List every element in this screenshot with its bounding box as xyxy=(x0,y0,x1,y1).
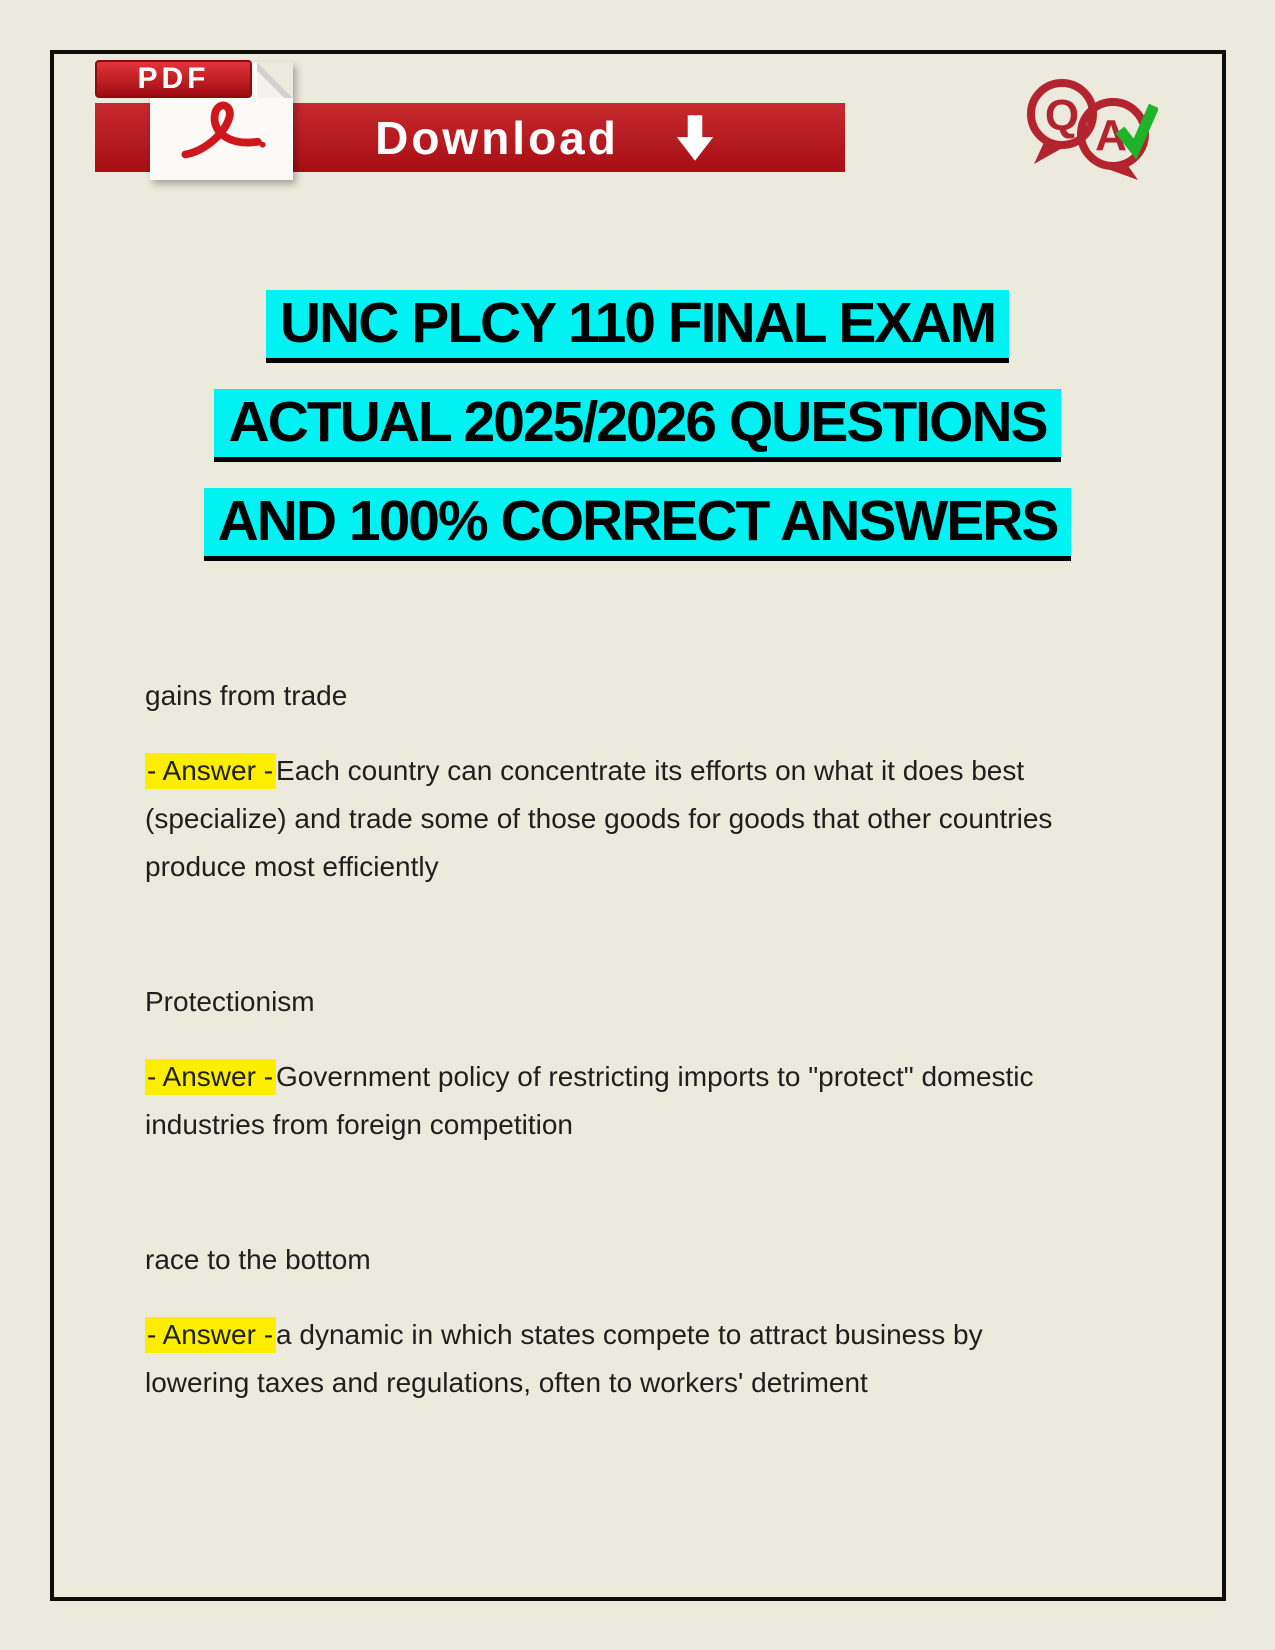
acrobat-ribbon-icon xyxy=(172,86,277,174)
qa-answer xyxy=(145,1053,1090,1149)
pdf-label-tab xyxy=(95,60,252,98)
qa-logo-a-letter: A xyxy=(1095,111,1127,160)
title-line-3 xyxy=(0,488,1275,561)
pdf-label: PDF xyxy=(137,62,210,95)
title-line-2-text: ACTUAL 2025/2026 QUESTIONS xyxy=(214,389,1060,462)
title-line-3-text: AND 100% CORRECT ANSWERS xyxy=(204,488,1072,561)
download-arrow-icon xyxy=(675,113,715,163)
answer-label: - Answer - xyxy=(145,1317,276,1353)
qa-logo-q-letter: Q xyxy=(1044,91,1080,140)
answer-label: - Answer - xyxy=(145,1059,276,1095)
qa-answer xyxy=(145,1311,1090,1407)
document-title xyxy=(0,290,1275,587)
answer-text: a dynamic in which states compete to attract business by lowering taxes and regulations, often to workers' detriment xyxy=(145,1319,983,1398)
qa-term: gains from trade xyxy=(145,680,348,711)
title-line-1-text: UNC PLCY 110 FINAL EXAM xyxy=(266,290,1009,363)
qa-content xyxy=(145,672,1090,1407)
download-button-label: Download xyxy=(375,111,619,164)
qa-item xyxy=(145,978,1090,1149)
qa-term: Protectionism xyxy=(145,986,315,1017)
answer-text: Government policy of restricting imports to "protect" domestic industries from foreign competition xyxy=(145,1061,1034,1140)
answer-label: - Answer - xyxy=(145,753,276,789)
answer-text: Each country can concentrate its efforts on what it does best (specialize) and trade some of those goods for goods that other countries produce most efficiently xyxy=(145,755,1053,882)
title-line-2 xyxy=(0,389,1275,462)
qa-item xyxy=(145,1236,1090,1407)
title-line-1 xyxy=(0,290,1275,363)
qa-logo xyxy=(1018,70,1158,184)
qa-answer xyxy=(145,747,1090,891)
qa-item xyxy=(145,672,1090,891)
qa-term: race to the bottom xyxy=(145,1244,371,1275)
